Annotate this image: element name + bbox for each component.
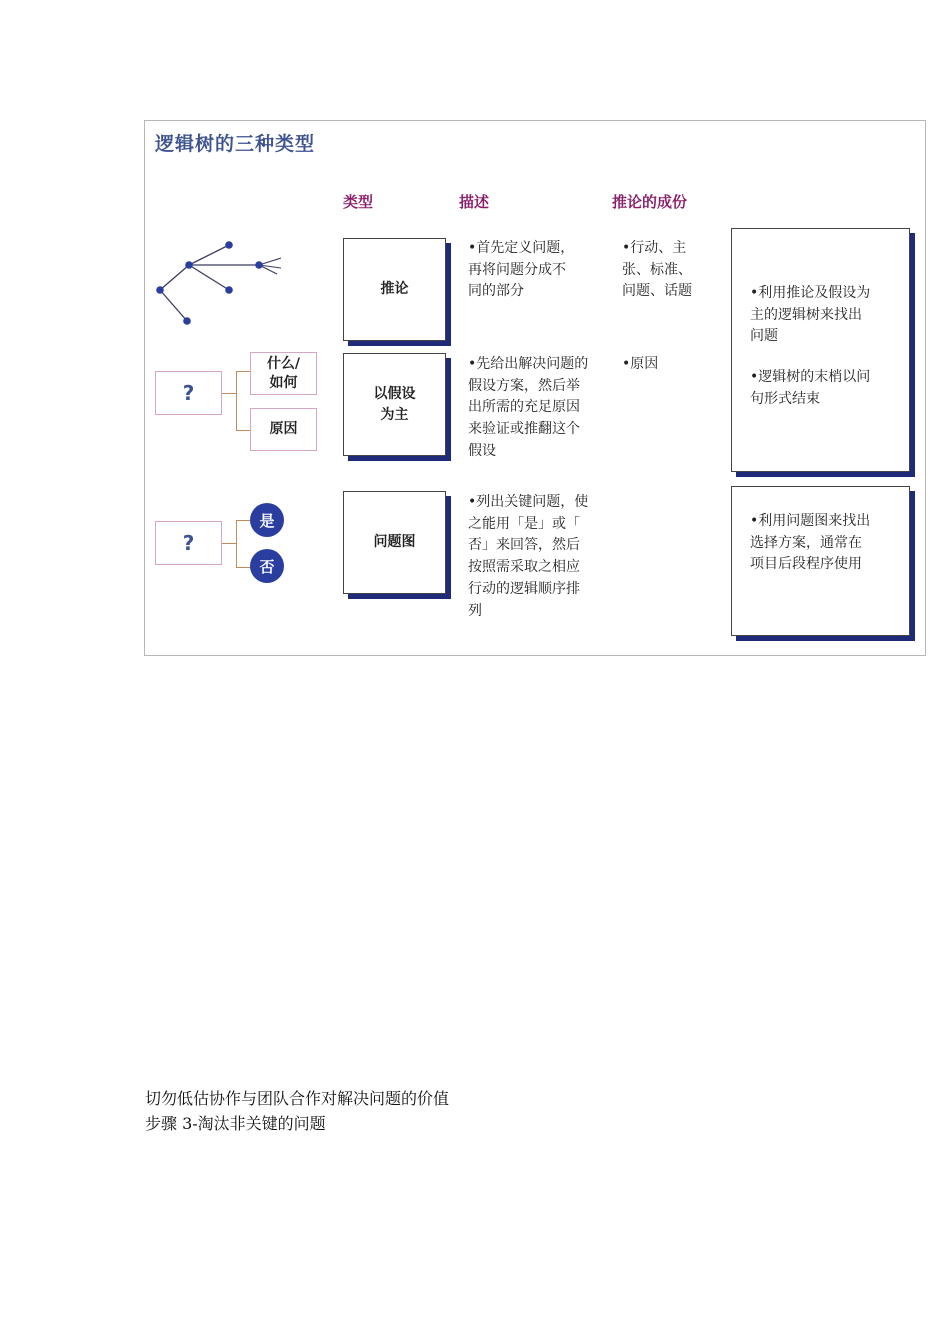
reason-label: 原因 [250,408,317,451]
type-box-inference: 推论 [343,238,446,341]
issue-question-box: ? [155,521,222,565]
tree-diagram-icon [151,239,281,339]
hypothesis-question-box: ? [155,371,222,415]
components-inference: •行动、主 张、标准、 问题、话题 [622,240,692,300]
issue-connector-branch [236,520,251,568]
desc-issue-map: •列出关键问题，使 之能用「是」或「 否」来回答，然后 按照需采取之相应 行动的逻辑顺序排 列 [468,494,589,619]
no-circle: 否 [250,549,284,583]
usage-text-2: •逻辑树的末梢以问 句形式结束 [750,369,871,407]
hypothesis-connector-stem [222,393,236,394]
components-hypothesis: •原因 [622,356,659,372]
body-text-line-1: 切勿低估协作与团队合作对解决问题的价值 [145,1089,450,1108]
issue-connector-stem [222,543,236,544]
desc-inference: •首先定义问题， 再将问题分成不 同的部分 [468,240,575,300]
usage-box-issue-map [731,486,910,636]
usage-text-3: •利用问题图来找出 选择方案，通常在 项目后段程序使用 [750,513,871,573]
type-box-issue-map: 问题图 [343,491,446,594]
usage-text-1: •利用推论及假设为 主的逻辑树来找出 问题 [750,285,871,345]
hypothesis-connector-branch [236,371,251,431]
usage-box-inference-hypothesis [731,228,910,472]
header-type: 类型 [343,193,374,211]
header-description: 描述 [459,193,490,211]
desc-hypothesis: •先给出解决问题的 假设方案，然后举 出所需的充足原因 来验证或推翻这个 假设 [468,356,589,459]
what-how-label: 什么/ 如何 [250,352,317,395]
figure-title: 逻辑树的三种类型 [155,133,316,155]
type-box-hypothesis: 以假设 为主 [343,353,446,456]
header-components: 推论的成份 [612,193,688,211]
yes-circle: 是 [250,503,284,537]
body-text-line-2: 步骤 3-淘汰非关键的问题 [145,1114,326,1133]
logic-tree-figure [144,120,926,656]
